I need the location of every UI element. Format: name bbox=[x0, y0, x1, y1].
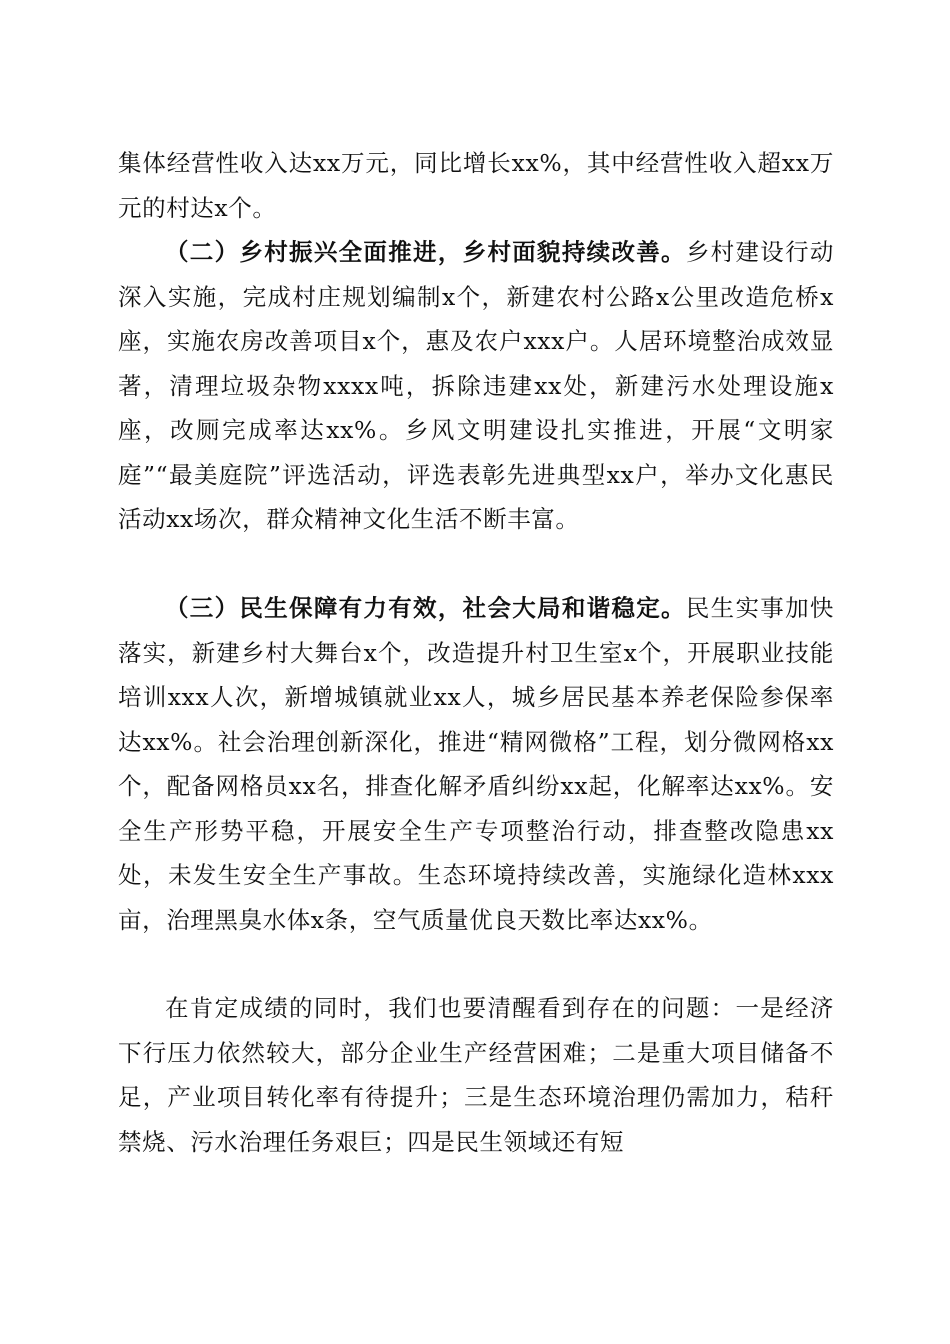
paragraph-text: 乡村建设行动深入实施，完成村庄规划编制x个，新建农村公路x公里改造危桥x座，实施农房改善项目x个，惠及农户xxx户。人居环境整治成效显著，清理垃圾杂物xxxx吨，拆除违建xx处，新建污水处理设施x座，改厕完成率达xx%。乡风文明建设扎实推进，开展“文明家庭”“最美庭院”评选活动，评选表彰先进典型xx户，举办文化惠民活动xx场次，群众精神文化生活不断丰富。 bbox=[118, 238, 834, 533]
paragraph-existing-problems bbox=[118, 986, 834, 1164]
section-heading-two: （二）乡村振兴全面推进，乡村面貌持续改善。 bbox=[165, 238, 686, 266]
paragraph-text: 民生实事加快落实，新建乡村大舞台x个，改造提升村卫生室x个，开展职业技能培训xxx人次，新增城镇就业xx人，城乡居民基本养老保险参保率达xx%。社会治理创新深化，推进“精网微格”工程，划分微网格xx个，配备网格员xx名，排查化解矛盾纠纷xx起，化解率达xx%。安全生产形势平稳，开展安全生产专项整治行动，排查整改隐患xx处，未发生安全生产事故。生态环境持续改善，实施绿化造林xxx亩，治理黑臭水体x条，空气质量优良天数比率达xx%。 bbox=[118, 594, 834, 934]
section-heading-three: （三）民生保障有力有效，社会大局和谐稳定。 bbox=[165, 594, 686, 622]
paragraph-livelihood-security bbox=[118, 586, 834, 942]
paragraph-text: 集体经营性收入达xx万元，同比增长xx%，其中经营性收入超xx万元的村达x个。 bbox=[118, 149, 834, 222]
paragraph-text: 在肯定成绩的同时，我们也要清醒看到存在的问题：一是经济下行压力依然较大，部分企业生产经营困难；二是重大项目储备不足，产业项目转化率有待提升；三是生态环境治理仍需加力，秸秆禁烧、污水治理任务艰巨；四是民生领域还有短 bbox=[118, 994, 834, 1156]
paragraph-collective-income bbox=[118, 141, 834, 230]
paragraph-rural-revitalization bbox=[118, 230, 834, 542]
